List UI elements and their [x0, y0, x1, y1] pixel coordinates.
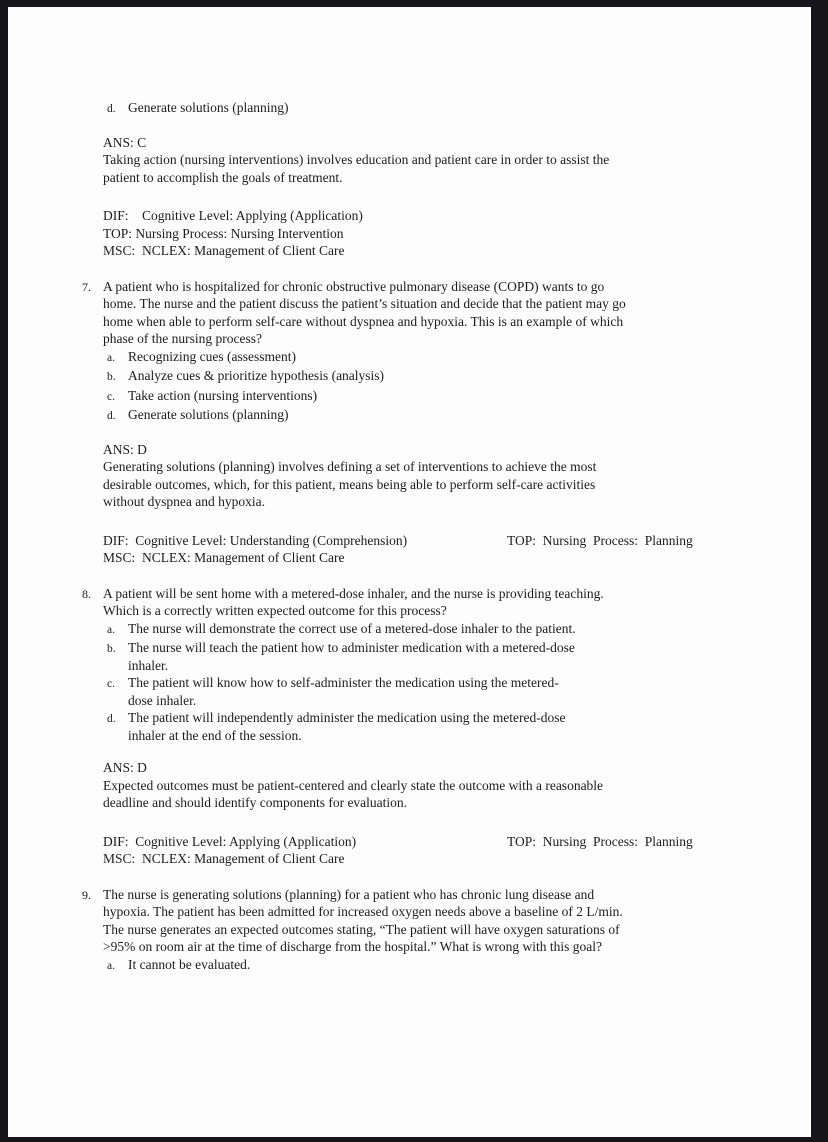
answer-option	[107, 709, 762, 744]
option-text	[128, 348, 762, 368]
option-text-line: The nurse will demonstrate the correct use of a metered-dose inhaler to the patient.	[128, 620, 576, 636]
question-block	[82, 585, 762, 868]
question-number-spacer	[82, 99, 103, 260]
question-block	[82, 278, 762, 567]
option-letter: d.	[107, 103, 116, 115]
rationale-line: Taking action (nursing interventions) involves education and patient care in order to assist the	[103, 152, 610, 167]
question-number: 8.	[82, 587, 91, 601]
option-text-line: inhaler at the end of the session.	[128, 727, 302, 743]
meta-row	[103, 532, 762, 550]
rationale-line: desirable outcomes, which, for this patient, means being able to perform self-care activities	[103, 476, 596, 492]
option-letter: a.	[107, 959, 115, 972]
option-text	[128, 367, 762, 387]
option-letter: a.	[107, 351, 115, 364]
option-text-line: The nurse will teach the patient how to administer medication with a metered-dose	[128, 640, 575, 655]
meta-row	[103, 850, 762, 868]
option-text-line: Analyze cues & prioritize hypothesis (analysis)	[128, 368, 385, 383]
answer-block	[103, 759, 762, 812]
option-letter: c.	[107, 678, 115, 690]
question-row	[82, 585, 762, 868]
question-row	[82, 886, 762, 976]
question-stem-line: >95% on room air at the time of discharge from the hospital.” What is wrong with this goal?	[103, 939, 603, 954]
answer-option	[107, 674, 762, 709]
answer-label: ANS: C	[103, 134, 147, 150]
option-text-line: The patient will know how to self-administer the medication using the metered-	[128, 675, 559, 690]
question-stem-line: The nurse is generating solutions (planning) for a patient who has chronic lung disease and	[103, 886, 595, 902]
meta-dif-text: DIF: Cognitive Level: Understanding (Comprehension)	[103, 532, 408, 548]
option-text-line: inhaler.	[128, 657, 169, 673]
document-page	[8, 7, 811, 1137]
answer-option	[107, 367, 762, 387]
meta-top-text: TOP: Nursing Process: Planning	[507, 532, 693, 548]
question-row	[82, 278, 762, 567]
rationale-line: without dyspnea and hypoxia.	[103, 494, 265, 509]
meta-block	[103, 833, 762, 868]
question-stem-line: phase of the nursing process?	[103, 331, 262, 346]
document-content	[82, 99, 762, 975]
answer-label: ANS: D	[103, 441, 147, 457]
meta-row	[103, 242, 762, 260]
meta-row	[103, 549, 762, 567]
meta-msc-text: MSC: NCLEX: Management of Client Care	[103, 550, 345, 565]
meta-dif-text: DIF: Cognitive Level: Applying (Application)	[103, 833, 357, 849]
answer-option	[107, 387, 762, 407]
question-stem-line: A patient who is hospitalized for chronic obstructive pulmonary disease (COPD) wants to go	[103, 278, 605, 294]
option-text	[128, 956, 762, 976]
option-text-line: It cannot be evaluated.	[128, 956, 251, 972]
rationale-line: Expected outcomes must be patient-centered and clearly state the outcome with a reasonable	[103, 777, 604, 793]
option-text-line: Recognizing cues (assessment)	[128, 348, 296, 364]
meta-block	[103, 532, 762, 567]
meta-msc-text: MSC: NCLEX: Management of Client Care	[103, 851, 345, 866]
option-text-line: Take action (nursing interventions)	[128, 387, 318, 403]
question-body	[103, 585, 762, 868]
question-body	[103, 886, 762, 976]
continuation-block	[82, 99, 762, 260]
option-text-line: Generate solutions (planning)	[128, 407, 289, 422]
question-stem-line: home. The nurse and the patient discuss the patient’s situation and decide that the patient may go	[103, 296, 626, 311]
question-block	[82, 886, 762, 976]
meta-top-text: TOP: Nursing Process: Nursing Intervention	[103, 225, 344, 241]
meta-msc-text: MSC: NCLEX: Management of Client Care	[103, 243, 345, 258]
option-letter: c.	[107, 390, 115, 403]
option-letter: b.	[107, 371, 116, 383]
meta-row	[103, 207, 762, 225]
answer-label: ANS: D	[103, 760, 147, 775]
question-stem-line: home when able to perform self-care without dyspnea and hypoxia. This is an example of which	[103, 313, 624, 329]
option-letter: d.	[107, 410, 116, 422]
question-stem-line: hypoxia. The patient has been admitted for increased oxygen needs above a baseline of 2 L/min.	[103, 904, 623, 919]
option-text	[128, 709, 762, 744]
question-stem-line: Which is a correctly written expected outcome for this process?	[103, 603, 447, 618]
meta-block	[103, 207, 762, 260]
rationale-line: deadline and should identify components for evaluation.	[103, 795, 408, 810]
option-letter: d.	[107, 713, 116, 725]
option-text	[128, 406, 762, 426]
option-text-line: dose inhaler.	[128, 692, 197, 708]
question-number: 9.	[82, 888, 91, 902]
option-text-line: The patient will independently administer the medication using the metered-dose	[128, 710, 566, 725]
answer-block	[103, 134, 762, 187]
question-stem-line: A patient will be sent home with a metered-dose inhaler, and the nurse is providing teaching.	[103, 585, 604, 601]
option-text	[128, 639, 762, 674]
meta-row	[103, 833, 762, 851]
answer-option	[107, 348, 762, 368]
answer-option	[107, 639, 762, 674]
question-body	[103, 99, 762, 260]
option-text	[128, 620, 762, 640]
meta-row	[103, 225, 762, 243]
option-letter: b.	[107, 643, 116, 655]
option-text-line: Generate solutions (planning)	[128, 100, 289, 115]
answer-option	[107, 956, 762, 976]
rationale-line: Generating solutions (planning) involves defining a set of interventions to achieve the most	[103, 459, 597, 474]
option-letter: a.	[107, 623, 115, 636]
answer-option	[107, 99, 762, 119]
answer-option	[107, 406, 762, 426]
answer-block	[103, 441, 762, 511]
rationale-line: patient to accomplish the goals of treatment.	[103, 169, 343, 185]
question-stem-line: The nurse generates an expected outcomes stating, “The patient will have oxygen saturations of	[103, 921, 620, 937]
meta-top-text: TOP: Nursing Process: Planning	[507, 833, 693, 849]
meta-dif-text: DIF: Cognitive Level: Applying (Application)	[103, 208, 363, 223]
question-row	[82, 99, 762, 260]
option-text	[128, 387, 762, 407]
question-body	[103, 278, 762, 567]
option-text	[128, 99, 762, 119]
option-text	[128, 674, 762, 709]
answer-option	[107, 620, 762, 640]
question-number: 7.	[82, 280, 91, 294]
